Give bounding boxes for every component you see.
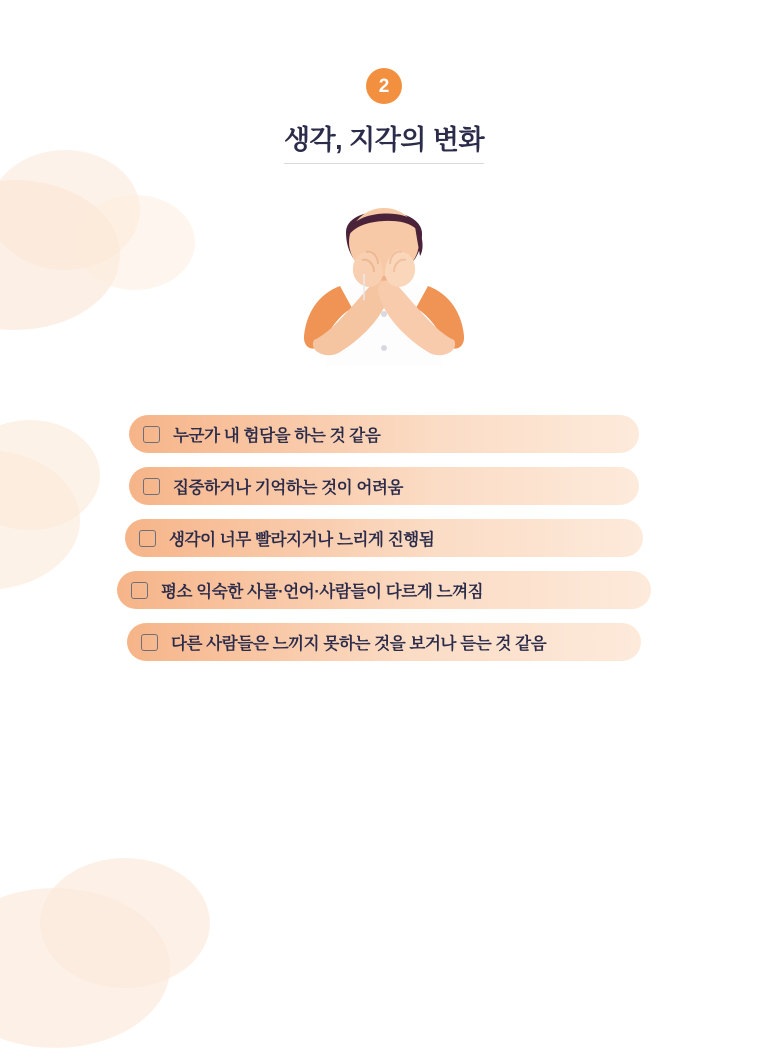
checklist-item[interactable] [117, 571, 651, 609]
symptom-checklist [0, 415, 768, 661]
page-title: 생각, 지각의 변화 [283, 125, 485, 155]
checkbox-icon[interactable] [131, 582, 148, 599]
checklist-item-label: 평소 익숙한 사물·언어·사람들이 다르게 느껴짐 [161, 583, 484, 601]
person-covering-face-icon [274, 190, 494, 385]
title-divider [284, 163, 484, 164]
checklist-item[interactable] [125, 519, 643, 557]
section-number-badge: 2 [366, 68, 402, 104]
checklist-item[interactable] [127, 623, 641, 661]
checkbox-icon[interactable] [139, 530, 156, 547]
checkbox-icon[interactable] [143, 478, 160, 495]
checklist-item-label: 집중하거나 기억하는 것이 어려움 [173, 479, 404, 497]
checklist-item-label: 생각이 너무 빨라지거나 느리게 진행됨 [169, 531, 435, 549]
checklist-item[interactable] [129, 467, 639, 505]
checklist-item-label: 다른 사람들은 느끼지 못하는 것을 보거나 듣는 것 같음 [171, 635, 547, 653]
checkbox-icon[interactable] [143, 426, 160, 443]
checklist-item-label: 누군가 내 험담을 하는 것 같음 [173, 427, 381, 445]
checkbox-icon[interactable] [141, 634, 158, 651]
checklist-item[interactable] [129, 415, 639, 453]
